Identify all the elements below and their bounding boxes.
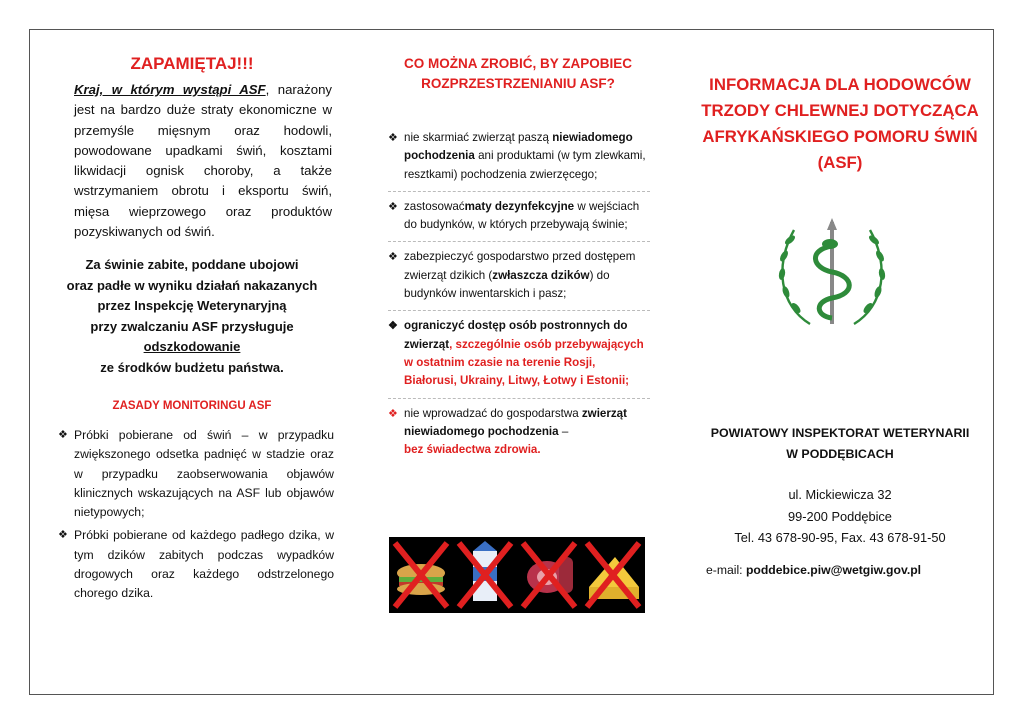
remember-title: ZAPAMIĘTAJ!!! <box>130 54 254 73</box>
leaflet-frame <box>29 29 994 695</box>
diamond-bullet-icon: ❖ <box>388 200 398 213</box>
prevention-title <box>383 54 653 94</box>
comp-line: ze środków budżetu państwa. <box>100 359 284 375</box>
monitoring-list <box>58 426 334 608</box>
text: nie skarmiać zwierząt paszą <box>404 131 553 144</box>
diamond-bullet-icon: ❖ <box>388 407 398 420</box>
forbidden-food-images <box>389 537 645 613</box>
bullet-text: Próbki pobierane od każdego padłego dzika, w tym dzików zabitych podczas wypadków drogowych oraz każdego odstrzelonego chorego dzika. <box>74 528 334 601</box>
sandwich-crossed-icon <box>389 537 453 613</box>
compensation-block <box>52 255 332 379</box>
title-line: TRZODY CHLEWNEJ DOTYCZĄCA <box>701 101 979 120</box>
list-item <box>388 241 650 310</box>
text: nie wprowadzać do gospodarstwa <box>404 406 582 420</box>
email-line <box>706 563 921 577</box>
text-red: , szczególnie osób przebywających w ostatnim czasie na terenie Rosji, Białorusi, Ukrainy, Litwy, Łotwy i Estonii; <box>404 337 644 388</box>
text-red: bez świadectwa zdrowia. <box>404 443 541 457</box>
veterinary-inspection-logo-icon <box>770 216 894 336</box>
text-bold: niewiadomego pochodzenia <box>404 131 633 163</box>
email-address[interactable]: poddebice.piw@wetgiw.gov.pl <box>745 563 922 577</box>
list-item <box>388 191 650 242</box>
address-block <box>690 484 990 549</box>
comp-line: przy zwalczaniu ASF przysługuje <box>90 318 294 334</box>
meat-crossed-icon <box>517 537 581 613</box>
prevention-list <box>388 123 650 466</box>
text: ) do budynków inwentarskich i pasz; <box>404 268 610 301</box>
text: – <box>558 424 569 438</box>
comp-line: Za świnie zabite, poddane ubojowi <box>85 257 299 272</box>
text: zabezpieczyć gospodarstwo przed dostępem zwierząt dzikich ( <box>404 250 636 282</box>
monitoring-title: ZASADY MONITORINGU ASF <box>112 400 272 412</box>
text-bold: zwierząt niewiadomego pochodzenia <box>404 406 627 438</box>
text-bold: zwłaszcza dzików <box>492 268 590 282</box>
compensation-word: odszkodowanie <box>143 339 241 355</box>
list-item <box>58 426 334 522</box>
text-bold: maty dezynfekcyjne <box>464 199 575 213</box>
comp-line <box>52 337 332 358</box>
text-bold: ograniczyć dostęp osób postronnych do zwierząt <box>404 319 628 351</box>
title-line: ROZPRZESTRZENIANIU ASF? <box>421 76 615 91</box>
title-line: AFRYKAŃSKIEGO POMORU ŚWIŃ <box>702 127 978 146</box>
insp-line: POWIATOWY INSPEKTORAT WETERYNARII <box>710 426 970 440</box>
diamond-bullet-icon: ❖ <box>388 132 398 144</box>
street-address: ul. Mickiewicza 32 <box>788 487 892 502</box>
email-label: e-mail: <box>706 563 746 577</box>
comp-line: przez Inspekcję Weterynaryjną <box>97 298 287 314</box>
title-line: (ASF) <box>817 153 863 172</box>
diamond-bullet-icon: ❖ <box>388 320 398 333</box>
economic-loss-paragraph <box>74 80 332 242</box>
milk-crossed-icon <box>453 537 517 613</box>
comp-line: oraz padłe w wyniku działań nakazanych <box>66 277 318 293</box>
cheese-crossed-icon <box>581 537 645 613</box>
list-item <box>388 123 650 191</box>
text: w wejściach do budynków, w których przebywają świnie; <box>404 199 640 232</box>
text: zastosować <box>404 199 465 213</box>
title-line: CO MOŻNA ZROBIĆ, BY ZAPOBIEC <box>403 56 632 71</box>
para-rest: , narażony jest na bardzo duże straty ekonomiczne w przemyśle mięsnym oraz hodowli, powodowane upadkami świń, kosztami likwidacji ognisk choroby, a także wstrzymaniem obrotu i eksportu świń, mięsa wieprzowego oraz produktów pozyskiwanych od świń. <box>74 82 332 240</box>
diamond-bullet-icon: ❖ <box>58 429 68 441</box>
insp-line: W PODDĘBICACH <box>786 447 894 461</box>
list-item <box>58 526 334 603</box>
postal-city: 99-200 Poddębice <box>788 508 892 524</box>
text: ani produktami (w tym zlewkami, resztkami) pochodzenia zwierzęcego; <box>404 149 646 181</box>
title-line: INFORMACJA DLA HODOWCÓW <box>709 75 971 94</box>
diamond-bullet-icon: ❖ <box>58 529 68 542</box>
list-item <box>388 310 650 397</box>
phone-fax: Tel. 43 678-90-95, Fax. 43 678-91-50 <box>734 530 946 545</box>
diamond-bullet-icon: ❖ <box>388 251 398 264</box>
info-title <box>690 72 990 176</box>
bullet-text: Próbki pobierane od świń – w przypadku zwiększonego odsetka padnięć w stadzie oraz w przypadku zaobserwowania objawów klinicznych wskazujących na ASF lub objawów nietypowych; <box>74 428 334 520</box>
inspectorate-name <box>690 423 990 465</box>
para-lead: Kraj, w którym wystąpi ASF <box>74 82 266 97</box>
list-item <box>388 398 650 467</box>
